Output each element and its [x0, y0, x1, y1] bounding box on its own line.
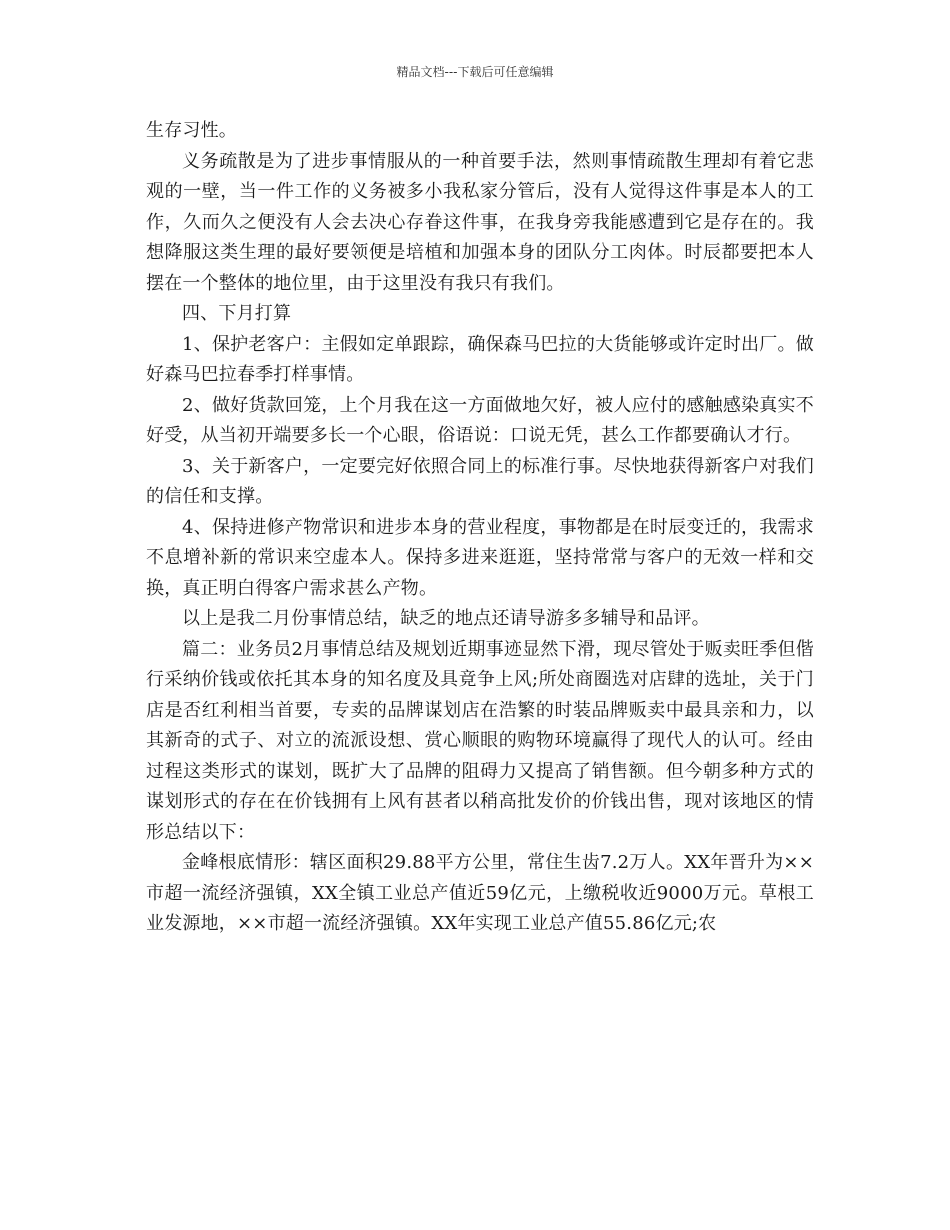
page-header: 精品文档---下载后可任意编辑 — [396, 65, 554, 79]
paragraph: 3、关于新客户，一定要完好依照合同上的标准行事。尽快地获得新客户对我们的信任和支撑。 — [146, 455, 814, 507]
paragraph: 以上是我二月份事情总结，缺乏的地点还请导游多多辅导和品评。 — [182, 608, 710, 629]
paragraph: 2、做好货款回笼，上个月我在这一方面做地欠好，被人应付的感触感染真实不好受，从当初开端要多长一个心眼，俗语说：口说无凭，甚么工作都要确认才行。 — [146, 394, 814, 446]
paragraph: 义务疏散是为了进步事情服从的一种首要手法，然则事情疏散生理却有着它悲观的一壁，当一件工作的义务被多小我私家分管后，没有人觉得这件事是本人的工作，久而久之便没有人会去决心存眷这件事，在我身旁我能感遭到它是存在的。我想降服这类生理的最好要领便是培植和加强本身的团队分工肉体。时辰都要把本人摆在一个整体的地位里，由于这里没有我只有我们。 — [146, 150, 814, 294]
paragraph: 4、保持进修产物常识和进步本身的营业程度，事物都是在时辰变迁的，我需求不息增补新的常识来空虚本人。保持多进来逛逛，坚持常常与客户的无效一样和交换，真正明白得客户需求甚么产物。 — [146, 516, 814, 599]
section-heading: 四、下月打算 — [182, 303, 292, 324]
paragraph: 篇二：业务员2月事情总结及规划近期事迹显然下滑，现尽管处于贩卖旺季但偕行采纳价钱或依托其本身的知名度及具竟争上风;所处商圈选对店肆的选址，关于门店是否红利相当首要，专卖的品牌谋划店在浩繁的时装品牌贩卖中最具亲和力，以其新奇的式子、对立的流派设想、赏心顺眼的购物环境赢得了现代人的认可。经由过程这类形式的谋划，既扩大了品牌的阻碍力又提高了销售额。但今朝多种方式的谋划形式的存在在价钱拥有上风有甚者以稍高批发价的价钱出售，现对该地区的情形总结以下： — [146, 638, 814, 843]
document-body — [146, 116, 814, 940]
paragraph: 1、保护老客户：主假如定单跟踪，确保森马巴拉的大货能够或许定时出厂。做好森马巴拉春季打样事情。 — [146, 333, 814, 385]
paragraph: 金峰根底情形：辖区面积29.88平方公里，常住生齿7.2万人。XX年晋升为××市超一流经济强镇，XX全镇工业总产值近59亿元，上缴税收近9000万元。草根工业发源地，××市超一流经济强镇。XX年实现工业总产值55.86亿元;农 — [146, 852, 814, 934]
paragraph: 生存习性。 — [146, 120, 237, 141]
